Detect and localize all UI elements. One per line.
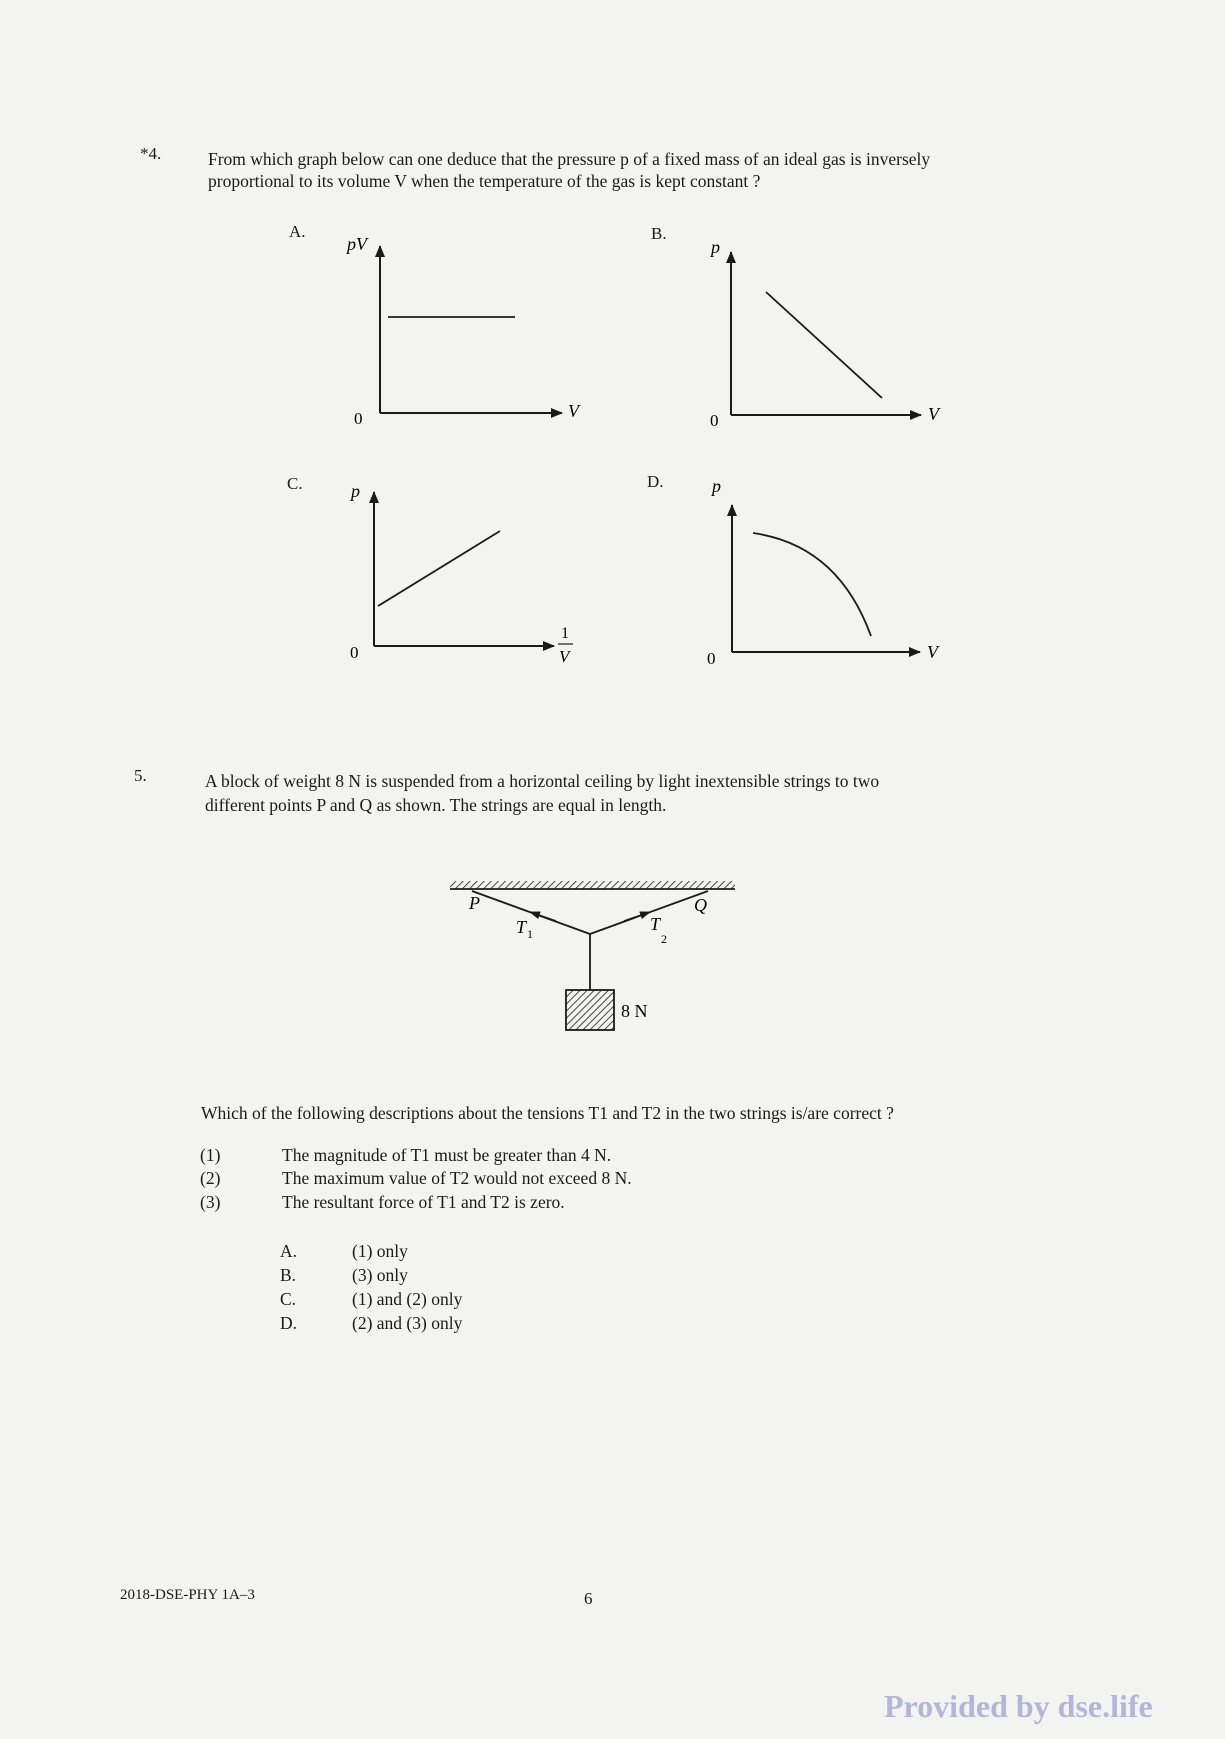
graph-c-y-label: p	[351, 481, 360, 501]
graph-b-label: B.	[651, 224, 667, 243]
graph-c-label: C.	[287, 474, 303, 493]
graph-a-y-label: pV	[347, 234, 367, 254]
option-a-label: A.	[280, 1241, 298, 1261]
option-c-text: (1) and (2) only	[352, 1289, 463, 1309]
option-c[interactable]	[280, 1289, 680, 1311]
graph-a-label: A.	[289, 222, 306, 241]
q5-text-line2: different points P and Q as shown. The strings are equal in length.	[205, 795, 667, 815]
option-d-text: (2) and (3) only	[352, 1313, 463, 1333]
option-a-text: (1) only	[352, 1241, 408, 1261]
graph-c-x-den: V	[559, 647, 570, 666]
graph-d-x-label: V	[927, 642, 938, 662]
tension2-arrow	[624, 912, 650, 921]
q5-number: 5.	[134, 766, 147, 785]
tension2-sub: 2	[661, 932, 667, 946]
block-8n	[566, 990, 614, 1030]
q5-text-line1: A block of weight 8 N is suspended from a horizontal ceiling by light inextensible strings to two	[205, 771, 880, 791]
graph-d-y-label: p	[712, 476, 721, 496]
statement-1	[200, 1145, 900, 1167]
graph-a-origin: 0	[354, 409, 363, 428]
q4-text-line2: proportional to its volume V when the temperature of the gas is kept constant ?	[208, 171, 761, 191]
exam-code: 2018-DSE-PHY 1A–3	[120, 1587, 255, 1603]
graph-b-y-label: p	[711, 237, 720, 257]
option-a[interactable]	[280, 1241, 680, 1263]
option-c-label: C.	[280, 1289, 297, 1309]
graph-d-origin: 0	[707, 649, 716, 668]
graph-c-origin: 0	[350, 643, 359, 662]
tension2-label: T	[650, 914, 661, 934]
watermark: Provided by dse.life	[884, 1688, 1153, 1724]
q4-number: *4.	[140, 144, 162, 163]
page-number: 6	[584, 1589, 593, 1608]
graph-c-x-num: 1	[561, 625, 569, 642]
q4-text-line1: From which graph below can one deduce that the pressure p of a fixed mass of an ideal gas is inversely	[208, 149, 931, 169]
option-b-text: (3) only	[352, 1265, 408, 1285]
graph-d-label: D.	[647, 472, 664, 491]
weight-label: 8 N	[621, 1001, 648, 1021]
statement-1-text: The magnitude of T1 must be greater than 4 N.	[282, 1145, 612, 1165]
statement-2	[200, 1168, 900, 1190]
statement-3	[200, 1192, 900, 1214]
tension1-sub: 1	[527, 927, 533, 941]
graph-b-x-label: V	[928, 404, 939, 424]
point-p-label: P	[469, 893, 480, 913]
graph-a-x-label: V	[568, 401, 579, 421]
q5-question: Which of the following descriptions about the tensions T1 and T2 in the two strings is/are correct ?	[201, 1103, 894, 1123]
statement-3-num: (3)	[200, 1192, 221, 1212]
tension1-arrow	[530, 912, 556, 921]
statement-2-text: The maximum value of T2 would not exceed 8 N.	[282, 1168, 632, 1188]
graph-b-origin: 0	[710, 411, 719, 430]
ceiling-hatching	[450, 881, 735, 889]
option-d[interactable]	[280, 1313, 680, 1335]
statement-1-num: (1)	[200, 1145, 221, 1165]
option-d-label: D.	[280, 1313, 298, 1333]
option-b-label: B.	[280, 1265, 297, 1285]
statement-3-text: The resultant force of T1 and T2 is zero.	[282, 1192, 565, 1212]
option-b[interactable]	[280, 1265, 680, 1287]
statement-2-num: (2)	[200, 1168, 221, 1188]
tension1-label: T	[516, 917, 527, 937]
point-q-label: Q	[694, 895, 707, 915]
